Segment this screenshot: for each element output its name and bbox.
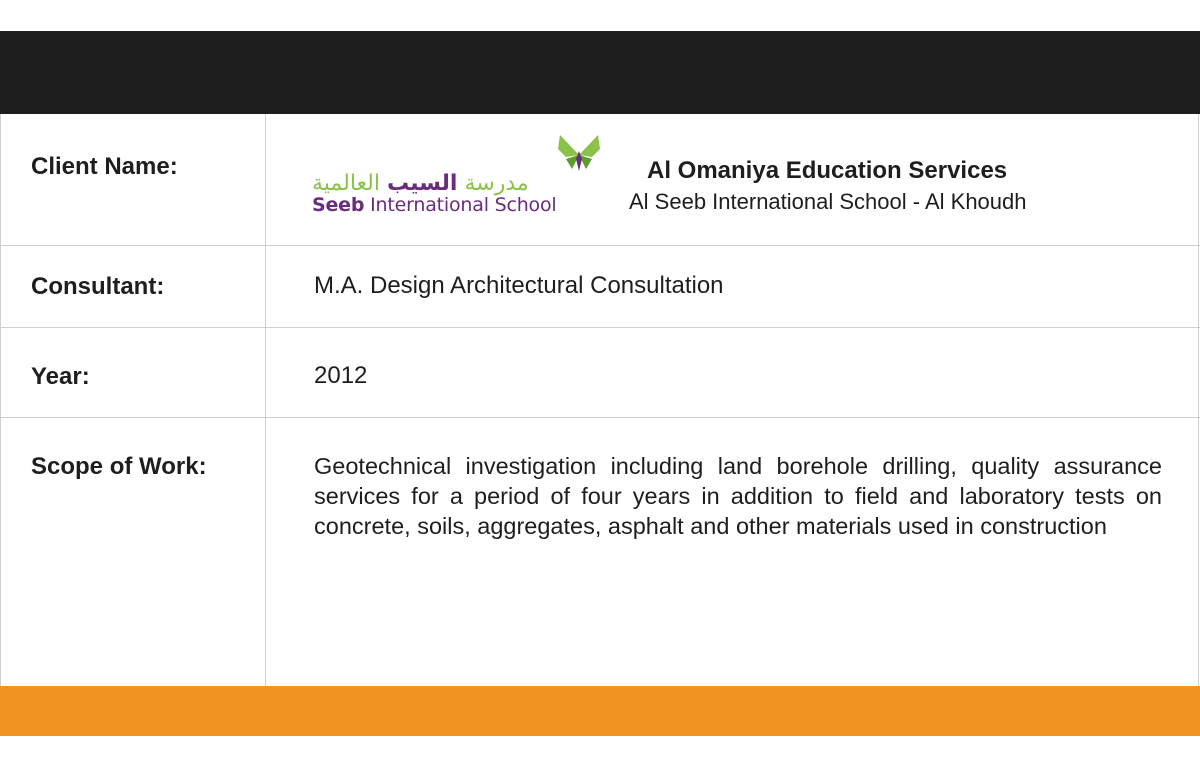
logo-arabic-suffix: العالمية [312,171,380,196]
consultant-value: M.A. Design Architectural Consultation [314,272,724,299]
year-value: 2012 [314,362,368,389]
row-divider [0,245,1200,246]
logo-arabic-prefix: مدرسة [464,171,529,196]
year-label: Year: [31,363,90,390]
row-divider [0,417,1200,418]
logo-arabic-name: السيب [387,171,458,196]
row-divider [0,327,1200,328]
column-divider [265,114,266,686]
scope-value: Geotechnical investigation including land borehole drilling, quality assurance services for a period of four years in addition to field and laboratory tests on concrete, soils, aggregates, asphalt and other materials used in construction [314,453,1162,539]
school-logo [312,133,612,223]
consultant-label: Consultant: [31,273,165,300]
client-name: Al Omaniya Education Services [647,157,1008,184]
header-band [0,31,1200,114]
footer-band [0,686,1200,736]
logo-arabic-text [312,171,529,196]
scope-label: Scope of Work: [31,453,207,480]
client-subtitle: Al Seeb International School - Al Khoudh [629,189,1027,214]
logo-english-bold: Seeb [312,194,365,216]
butterfly-icon [556,133,602,175]
logo-english-text [312,194,557,216]
client-name-label: Client Name: [31,153,178,180]
logo-english-rest: International School [364,194,557,216]
